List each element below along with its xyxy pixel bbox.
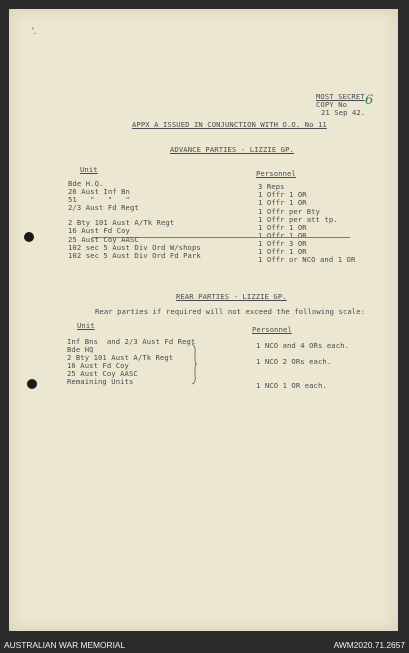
advance-personnel: 1 Offr 3 OR [258, 239, 307, 248]
advance-unit: 102 sec 5 Aust Div Ord W/shops [68, 243, 201, 252]
advance-personnel: 1 Offr 1 OR [258, 247, 307, 256]
document-title: APPX A ISSUED IN CONJUNCTION WITH O.O. No 11 [132, 120, 327, 129]
advance-unit: 16 Aust Fd Coy [68, 226, 130, 235]
advance-unit: 102 sec 5 Aust Div Ord Fd Park [68, 251, 201, 260]
advance-personnel: 1 Offr 1 OR [258, 231, 307, 240]
punch-hole-top [24, 232, 34, 242]
advance-col-personnel: Personnel [256, 169, 296, 178]
corner-mark: '. [32, 26, 37, 36]
advance-unit: 51 " " " [68, 195, 130, 204]
footer-bar [0, 638, 409, 653]
classification: MOST SECRET [316, 92, 365, 101]
rear-bracket [190, 343, 198, 385]
rear-personnel: 1 NCO 2 ORs each. [256, 357, 332, 366]
advance-unit: Bde H.Q. [68, 179, 104, 188]
rear-col-unit: Unit [77, 321, 95, 330]
advance-unit: 26 Aust Inf Bn [68, 187, 130, 196]
advance-personnel: 1 Offr 1 OR [258, 198, 307, 207]
rear-personnel: 1 NCO and 4 ORs each. [256, 341, 349, 350]
advance-personnel: 1 Offr 1 OR [258, 190, 307, 199]
rear-unit: Remaining Units [67, 377, 134, 386]
advance-personnel: 1 Offr per att tp. [258, 215, 338, 224]
advance-personnel: 3 Reps [258, 182, 285, 191]
rear-unit: Inf Bns and 2/3 Aust Fd Regt [67, 337, 196, 346]
advance-col-unit: Unit [80, 165, 98, 174]
rear-unit: 2 Bty 101 Aust A/Tk Regt [67, 353, 174, 362]
rear-unit: 25 Aust Coy AASC [67, 369, 138, 378]
advance-unit: 2/3 Aust Fd Regt [68, 203, 139, 212]
advance-unit: 2 Bty 101 Aust A/Tk Regt [68, 218, 175, 227]
rear-heading: REAR PARTIES - LIZZIE GP. [176, 292, 287, 301]
date: 21 Sep 42. [321, 108, 366, 117]
footer-institution: AUSTRALIAN WAR MEMORIAL [4, 640, 126, 650]
rear-col-personnel: Personnel [252, 325, 292, 334]
copy-label: COPY No [316, 100, 347, 109]
advance-unit: 25 Aust Coy AASC [68, 235, 139, 244]
rear-unit: Bde HQ [67, 345, 94, 354]
footer-reference: AWM2020.71.2657 [333, 640, 405, 650]
advance-heading: ADVANCE PARTIES - LIZZIE GP. [170, 145, 294, 154]
rear-unit: 16 Aust Fd Coy [67, 361, 129, 370]
advance-personnel: 1 Offr 1 OR [258, 223, 307, 232]
punch-hole-bottom [27, 379, 37, 389]
rear-intro: Rear parties if required will not exceed the following scale: [95, 307, 366, 316]
rear-personnel: 1 NCO 1 OR each. [256, 381, 327, 390]
advance-personnel: 1 Offr per Bty [258, 207, 320, 216]
copy-number: 6 [365, 93, 374, 108]
advance-personnel: 1 Offr or NCO and 1 OR [258, 255, 356, 264]
